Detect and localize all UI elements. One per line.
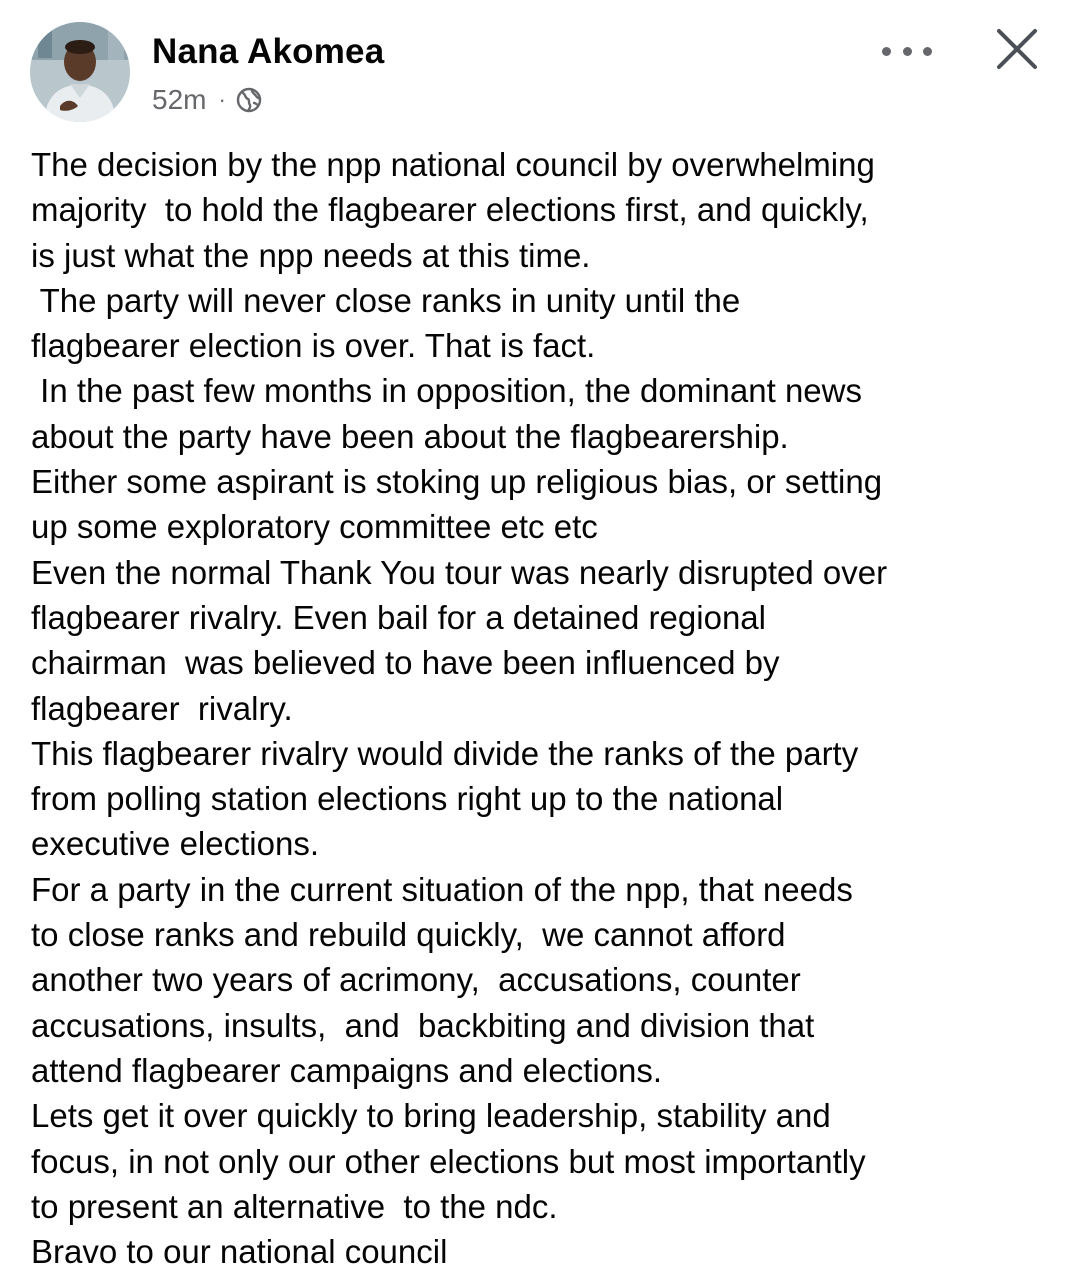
post-text-line: This flagbearer rivalry would divide the ranks of the party [31,734,859,772]
post-text-line: focus, in not only our other elections but most importantly [31,1142,866,1180]
globe-icon[interactable] [236,87,262,113]
post-text-line: is just what the npp needs at this time. [31,236,591,274]
post-text-line: flagbearer election is over. That is fact. [31,327,596,365]
more-dot [923,47,932,56]
close-icon[interactable] [994,26,1040,72]
post-text-line: Even the normal Thank You tour was nearly disrupted over [31,553,888,591]
author-name[interactable]: Nana Akomea [152,32,385,71]
post-text-line: flagbearer rivalry. Even bail for a detained regional [31,598,766,636]
post-text-line: In the past few months in opposition, the dominant news [31,372,862,410]
post-text-line: to close ranks and rebuild quickly, we cannot afford [31,916,786,954]
post-timestamp[interactable]: 52m [152,84,207,115]
post-text-line: to present an alternative to the ndc. [31,1187,558,1225]
post-text-line: Bravo to our national council [31,1233,448,1271]
avatar[interactable] [30,22,130,122]
more-options-icon[interactable] [882,36,932,66]
post-text-line: chairman was believed to have been influenced by [31,644,780,682]
more-dot [903,47,912,56]
post-text-line: executive elections. [31,825,319,863]
meta-separator: · [218,87,226,112]
post-header [30,22,1050,124]
post-text-line: from polling station elections right up to the national [31,780,784,818]
post-meta [152,82,262,118]
post-text-line: majority to hold the flagbearer elections first, and quickly, [31,191,869,229]
post-text-line: attend flagbearer campaigns and elections. [31,1051,663,1089]
post-body-text [31,142,1041,1274]
post-text-line: up some exploratory committee etc etc [31,508,598,546]
post-text-line: The decision by the npp national council by overwhelming [31,146,875,183]
more-dot [882,47,891,56]
post-text-line: Lets get it over quickly to bring leadership, stability and [31,1097,831,1135]
post-text-line: For a party in the current situation of the npp, that needs [31,870,853,908]
post-text-line: another two years of acrimony, accusations, counter [31,961,801,999]
post-text-line: accusations, insults, and backbiting and division that [31,1006,815,1044]
post-text-line: The party will never close ranks in unity until the [31,281,741,319]
post-text-line: Either some aspirant is stoking up religious bias, or setting [31,463,883,501]
post-text-line: flagbearer rivalry. [31,689,293,727]
post-text-line: about the party have been about the flagbearership. [31,417,789,455]
avatar-photo [30,22,130,122]
